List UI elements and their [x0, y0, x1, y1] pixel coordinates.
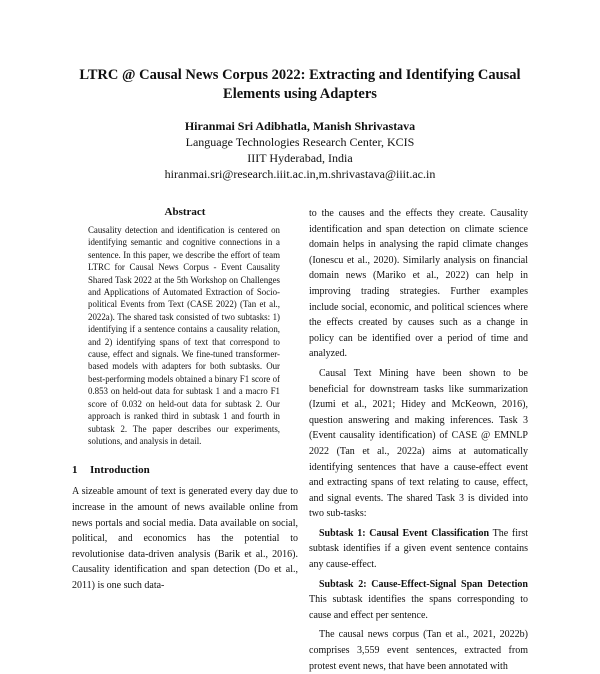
section-number: 1 [72, 464, 78, 477]
subtask1-paragraph [309, 526, 528, 573]
corpus-paragraph: The causal news corpus (Tan et al., 2021, 2022b) comprises 3,559 event sentences, extracted from protest event news, that have been annotated with [309, 629, 528, 672]
subtask1-label: Subtask 1: Causal Event Classification [319, 527, 490, 539]
affiliation: Language Technologies Research Center, KCIS [185, 135, 415, 149]
subtask2-text: This subtask identifies the spans corresponding to cause and effect per sentence. [309, 594, 528, 621]
abstract-text: Causality detection and identification is centered on identifying semantic and cognitive connections in a sentence. In this paper, we describe the effort of team LTRC for Causal News Corpus - Event Causality Shared Task 2022 at the 5th Workshop on Challenges and Applications of Automated Extraction of Socio-political Events from Text (CASE 2022) (Tan et al., 2022a). The shared task consisted of two subtasks: 1) identifying if a sentence contains a causality relation, and 2) identifying spans of text that correspond to cause, effect and signals. We fine-tuned transformer-based models with adapters for both subtasks. Our best-performing models obtained a binary F1 score of 0.853 on held-out data for subtask 1 and a macro F1 score of 0.032 on held-out data for subtask 2. Our approach is ranked third in subtask 1 and fourth in subtask 2. The paper describes our experiments, solutions, and analysis in detail. [88, 225, 280, 446]
intro-paragraph: A sizeable amount of text is generated every day due to increase in the amount of news available online from news portals and social media. Data available on social, political, and economics has the potential to revolutionise data-driven analysis (Barik et al., 2016). Causality identification and span detection (Do et al., 2011) is one such data- [72, 486, 298, 591]
right-column [309, 206, 528, 674]
causal-text-mining-paragraph: Causal Text Mining have been shown to be beneficial for downstream tasks like summarization (Izumi et al., 2021; Hidey and McKeown, 2016), question answering and making inferences. Task 3 (Event causality identification) of CASE @ EMNLP 2022 (Tan et al., 2022a) aims at automatically identifying sentences that have a cause-effect event and extracting spans of text relating to cause, effect, and signal events. The shared Task 3 is divided into two sub-tasks: [309, 367, 528, 520]
abstract-heading: Abstract [164, 206, 206, 218]
paper-title: LTRC @ Causal News Corpus 2022: Extracting and Identifying Causal Elements using Adapters [79, 67, 521, 102]
author-emails: hiranmai.sri@research.iiit.ac.in,m.shrivastava@iiit.ac.in [164, 167, 436, 181]
institute: IIIT Hyderabad, India [247, 151, 353, 165]
continued-paragraph: to the causes and the effects they create. Causality identification and span detection on climate science domain helps in analysing the rapid climate changes (Ionescu et al., 2020). Similarly analysis on financial domain news (Mariko et al., 2022) can help in improving trading strategies. Further examples include social, economic, and political sciences where the effects created by causes such as a change in policy can be identified over a period of time and analyzed. [309, 208, 528, 360]
author-names: Hiranmai Sri Adibhatla, Manish Shrivastava [184, 119, 416, 133]
subtask2-paragraph [309, 577, 528, 624]
subtask1-text: The first subtask identifies if a given event sentence contains any cause-effect. [309, 527, 529, 571]
subtask2-label: Subtask 2: Cause-Effect-Signal Span Detection [319, 578, 528, 590]
section-title: Introduction [90, 464, 150, 477]
left-column [72, 205, 298, 593]
section-heading-introduction [72, 463, 298, 478]
author-block [60, 118, 540, 182]
